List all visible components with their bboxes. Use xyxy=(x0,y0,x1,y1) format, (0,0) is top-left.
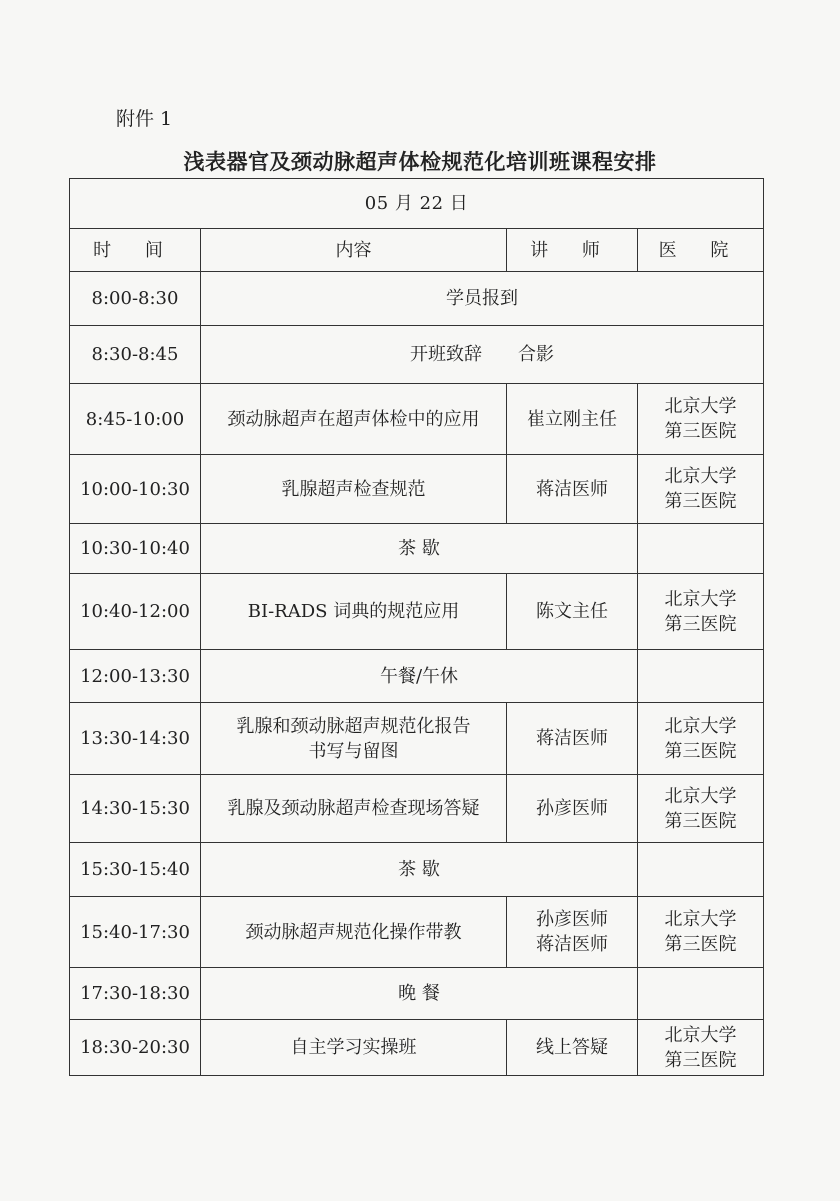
time-cell: 10:30-10:40 xyxy=(70,524,201,574)
time-cell: 8:30-8:45 xyxy=(70,326,201,384)
time-cell: 12:00-13:30 xyxy=(70,650,201,703)
attachment-label: 附件 1 xyxy=(116,108,173,130)
header-hospital: 医 院 xyxy=(638,229,764,272)
time-cell: 10:40-12:00 xyxy=(70,574,201,650)
table-row xyxy=(70,272,764,326)
date-row xyxy=(70,179,764,229)
content-cell: 茶 歇 xyxy=(201,524,638,574)
hospital-cell xyxy=(638,968,764,1020)
table-row xyxy=(70,650,764,703)
time-cell: 8:45-10:00 xyxy=(70,384,201,455)
time-cell: 15:30-15:40 xyxy=(70,843,201,897)
table-row xyxy=(70,843,764,897)
table-row xyxy=(70,1020,764,1076)
teacher-cell: 陈文主任 xyxy=(507,574,638,650)
content-cell: 乳腺和颈动脉超声规范化报告 书写与留图 xyxy=(201,703,507,775)
hospital-cell xyxy=(638,524,764,574)
content-cell: BI-RADS 词典的规范应用 xyxy=(201,574,507,650)
header-teacher: 讲 师 xyxy=(507,229,638,272)
table-row xyxy=(70,574,764,650)
hospital-cell: 北京大学 第三医院 xyxy=(638,574,764,650)
table-row xyxy=(70,326,764,384)
teacher-cell: 蒋洁医师 xyxy=(507,455,638,524)
content-cell: 乳腺及颈动脉超声检查现场答疑 xyxy=(201,775,507,843)
table-row xyxy=(70,775,764,843)
content-cell: 午餐/午休 xyxy=(201,650,638,703)
table-row xyxy=(70,968,764,1020)
time-cell: 18:30-20:30 xyxy=(70,1020,201,1076)
hospital-cell: 北京大学 第三医院 xyxy=(638,384,764,455)
table-row xyxy=(70,384,764,455)
header-time: 时 间 xyxy=(70,229,201,272)
content-cell: 开班致辞 合影 xyxy=(201,326,764,384)
page-title: 浅表器官及颈动脉超声体检规范化培训班课程安排 xyxy=(183,150,657,174)
teacher-cell: 线上答疑 xyxy=(507,1020,638,1076)
time-cell: 10:00-10:30 xyxy=(70,455,201,524)
header-row xyxy=(70,229,764,272)
hospital-cell: 北京大学 第三医院 xyxy=(638,1020,764,1076)
hospital-cell: 北京大学 第三医院 xyxy=(638,897,764,968)
teacher-cell: 蒋洁医师 xyxy=(507,703,638,775)
hospital-cell xyxy=(638,843,764,897)
content-cell: 茶 歇 xyxy=(201,843,638,897)
table-row xyxy=(70,524,764,574)
hospital-cell: 北京大学 第三医院 xyxy=(638,703,764,775)
hospital-cell xyxy=(638,650,764,703)
content-cell: 颈动脉超声在超声体检中的应用 xyxy=(201,384,507,455)
teacher-cell: 孙彦医师 蒋洁医师 xyxy=(507,897,638,968)
hospital-cell: 北京大学 第三医院 xyxy=(638,775,764,843)
time-cell: 17:30-18:30 xyxy=(70,968,201,1020)
table-row xyxy=(70,897,764,968)
time-cell: 8:00-8:30 xyxy=(70,272,201,326)
date-cell: 05 月 22 日 xyxy=(70,179,764,229)
time-cell: 15:40-17:30 xyxy=(70,897,201,968)
time-cell: 13:30-14:30 xyxy=(70,703,201,775)
schedule-table xyxy=(69,178,764,1076)
content-cell: 晚 餐 xyxy=(201,968,638,1020)
teacher-cell: 孙彦医师 xyxy=(507,775,638,843)
hospital-cell: 北京大学 第三医院 xyxy=(638,455,764,524)
teacher-cell: 崔立刚主任 xyxy=(507,384,638,455)
table-row xyxy=(70,703,764,775)
content-cell: 颈动脉超声规范化操作带教 xyxy=(201,897,507,968)
table-row xyxy=(70,455,764,524)
time-cell: 14:30-15:30 xyxy=(70,775,201,843)
header-content: 内容 xyxy=(201,229,507,272)
content-cell: 学员报到 xyxy=(201,272,764,326)
content-cell: 自主学习实操班 xyxy=(201,1020,507,1076)
content-cell: 乳腺超声检查规范 xyxy=(201,455,507,524)
